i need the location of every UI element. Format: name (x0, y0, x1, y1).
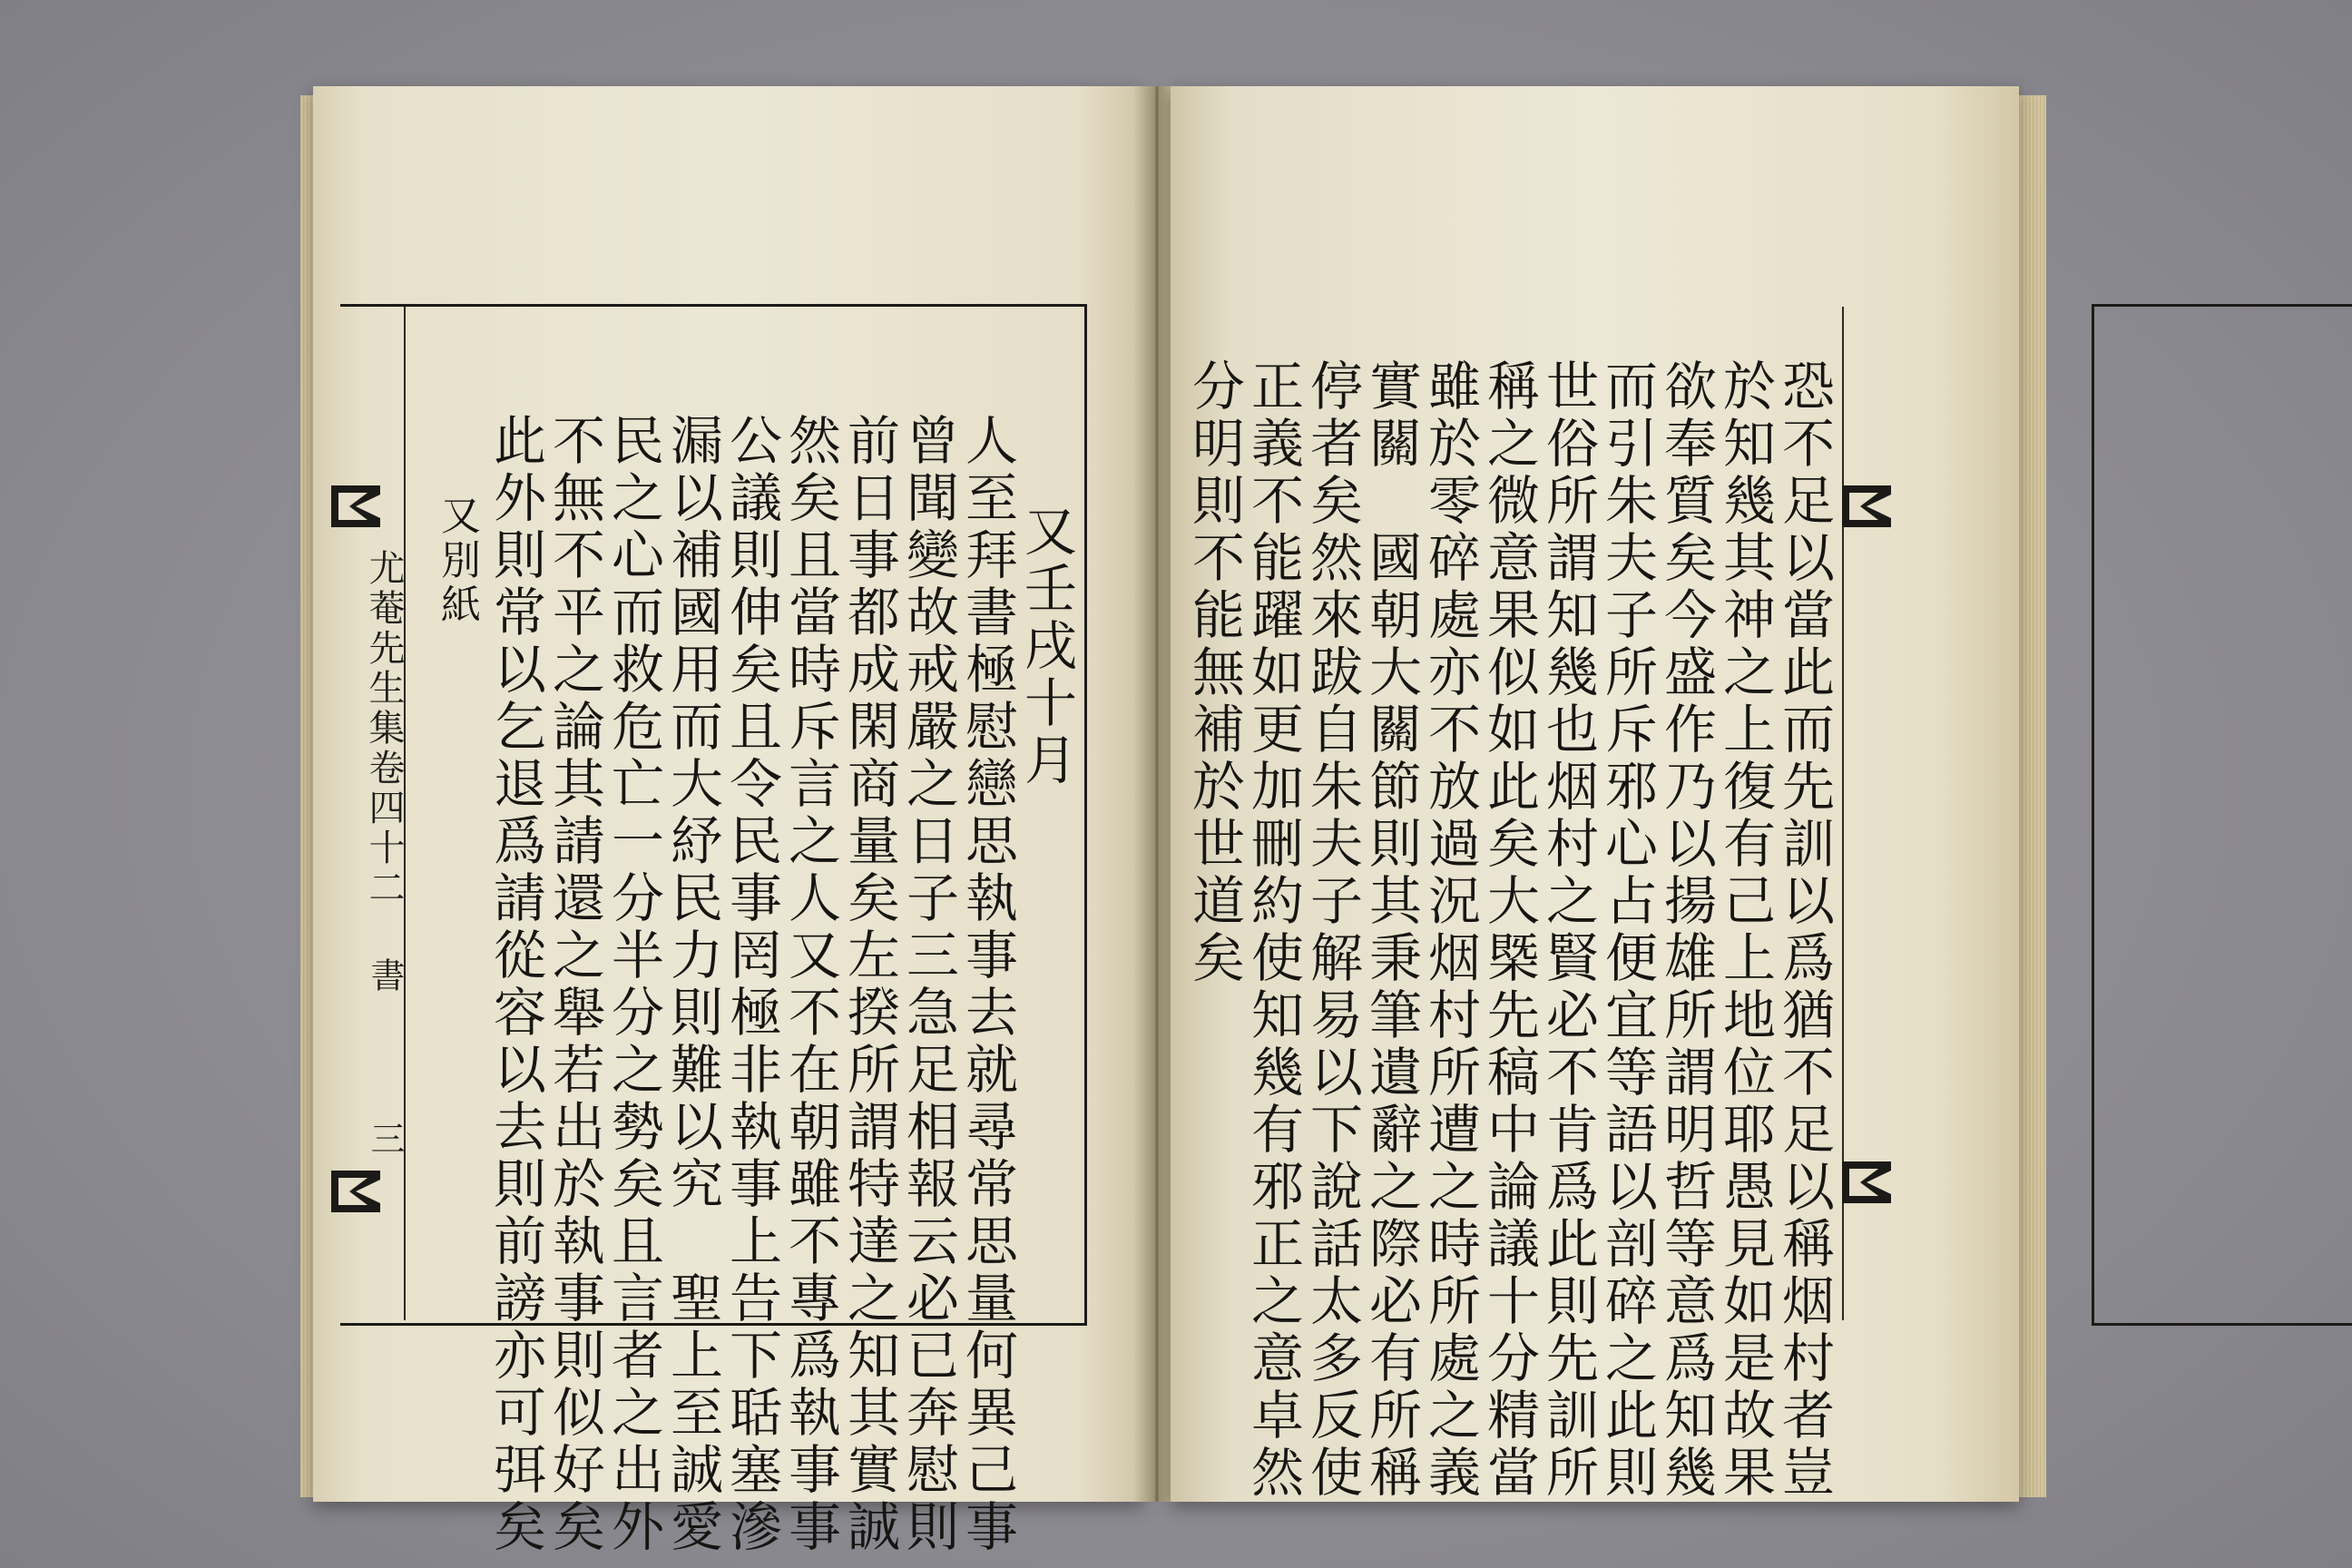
right-print-frame (2092, 304, 2352, 1326)
text-column: 漏以補國用而大紓民力則難以究 聖上至誠愛 (662, 413, 723, 1556)
fish-tail-mark-top (1842, 485, 1891, 527)
text-column: 公議則伸矣且令民事罔極非執事上告下聒塞滲 (720, 413, 782, 1556)
fish-tail-mark-bottom (331, 1171, 380, 1212)
fish-tail-mark-bottom (1842, 1161, 1891, 1203)
text-column: 稱之微意果似如此矣大槩先稿中論議十分精當 (1478, 358, 1540, 1502)
text-column: 正義不能躍如更加刪約使知幾有邪正之意卓然 (1242, 358, 1304, 1502)
text-column: 分明則不能無補於世道矣 (1183, 358, 1245, 987)
fish-tail-mark-top (331, 485, 380, 527)
section-label-margin: 書 (365, 957, 405, 995)
text-column: 恐不足以當此而先訓以爲猶不足以稱烟村者豈 (1773, 358, 1835, 1502)
text-column: 而引朱夫子所斥邪心占便宜等語以剖碎之此則 (1596, 358, 1658, 1502)
right-page-edges (2019, 95, 2046, 1497)
text-column: 前日事都成閑商量矣左揆所謂特達之知其實誠 (838, 413, 900, 1556)
book-title-margin: 尤菴先生集卷四十二 (363, 549, 405, 908)
text-column: 又壬戌十月 (1015, 504, 1077, 789)
text-column: 然矣且當時斥言之人又不在朝雖不專爲執事事 (779, 413, 841, 1556)
text-column-heading: 又別紙 (434, 495, 480, 628)
text-column: 欲奉質矣今盛作乃以揚雄所謂明哲等意爲知幾 (1655, 358, 1717, 1502)
right-page (1171, 86, 2019, 1502)
text-column: 於知幾其神之上復有己上地位耶愚見如是故果 (1714, 358, 1776, 1502)
folio-number: 三 (365, 1121, 405, 1159)
text-column: 此外則常以乞退爲請從容以去則前謗亦可弭矣 (485, 413, 546, 1556)
text-column: 民之心而救危亡一分半分之勢矣且言者之出外 (603, 413, 664, 1556)
left-page (313, 86, 1143, 1556)
text-column: 世俗所謂知幾也烟村之賢必不肯爲此則先訓所 (1537, 358, 1599, 1502)
text-column: 曾聞變故戒嚴之日子三急足相報云必已奔慰則 (897, 413, 959, 1556)
text-column: 停者矣然來跋自朱夫子解易以下說話太多反使 (1301, 358, 1363, 1502)
text-column: 人至拜書極慰戀思執事去就尋常思量何異己事 (956, 413, 1018, 1556)
text-column: 實關 國朝大關節則其秉筆遺辭之際必有所稱 (1360, 358, 1422, 1502)
open-book (313, 86, 2037, 1556)
text-column: 雖於零碎處亦不放過況烟村所遭之時所處之義 (1419, 358, 1481, 1502)
text-column: 不無不平之論其請還之舉若出於執事則似好矣 (544, 413, 605, 1556)
